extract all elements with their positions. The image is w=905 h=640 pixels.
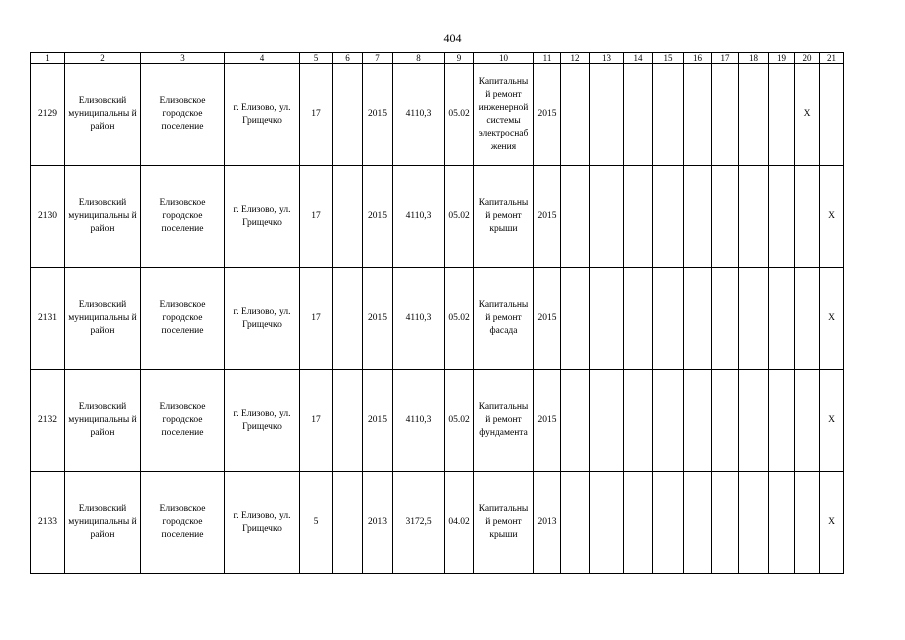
cell-col-12 [561, 268, 590, 370]
cell-municipal-district: Елизовский муниципальны й район [65, 472, 141, 574]
cell-col-16 [684, 166, 712, 268]
header-cell: 21 [820, 53, 844, 64]
header-cell: 19 [769, 53, 795, 64]
cell-area: 3172,5 [393, 472, 445, 574]
cell-row-number: 2129 [31, 64, 65, 166]
header-cell: 4 [225, 53, 300, 64]
cell-col-14 [624, 166, 653, 268]
cell-col-21-mark: X [820, 370, 844, 472]
cell-col-5: 17 [300, 268, 333, 370]
cell-area: 4110,3 [393, 268, 445, 370]
cell-col-21-mark: X [820, 268, 844, 370]
cell-col-19 [769, 370, 795, 472]
cell-address: г. Елизово, ул. Грищечко [225, 166, 300, 268]
cell-work-type: Капитальны й ремонт крыши [474, 166, 534, 268]
header-cell: 15 [653, 53, 684, 64]
cell-col-19 [769, 472, 795, 574]
cell-col-21-mark: X [820, 166, 844, 268]
cell-municipal-district: Елизовский муниципальны й район [65, 268, 141, 370]
cell-col-18 [739, 64, 769, 166]
cell-col-17 [712, 268, 739, 370]
cell-col-19 [769, 64, 795, 166]
cell-work-year: 2015 [534, 268, 561, 370]
cell-col-19 [769, 268, 795, 370]
cell-col-15 [653, 370, 684, 472]
cell-col-18 [739, 472, 769, 574]
cell-col-20-mark: X [795, 64, 820, 166]
cell-code: 05.02 [445, 166, 474, 268]
header-cell: 5 [300, 53, 333, 64]
header-cell: 7 [363, 53, 393, 64]
cell-col-6 [333, 64, 363, 166]
header-cell: 13 [590, 53, 624, 64]
cell-col-17 [712, 472, 739, 574]
cell-address: г. Елизово, ул. Грищечко [225, 472, 300, 574]
cell-address: г. Елизово, ул. Грищечко [225, 268, 300, 370]
cell-col-6 [333, 472, 363, 574]
cell-area: 4110,3 [393, 166, 445, 268]
cell-area: 4110,3 [393, 64, 445, 166]
header-row [31, 53, 844, 64]
cell-settlement: Елизовское городское поселение [141, 370, 225, 472]
page-number: 404 [443, 31, 462, 45]
cell-municipal-district: Елизовский муниципальны й район [65, 370, 141, 472]
cell-row-number: 2130 [31, 166, 65, 268]
cell-col-15 [653, 166, 684, 268]
header-cell: 16 [684, 53, 712, 64]
header-cell: 10 [474, 53, 534, 64]
cell-col-16 [684, 268, 712, 370]
cell-col-19 [769, 166, 795, 268]
header-cell: 12 [561, 53, 590, 64]
cell-col-5: 17 [300, 166, 333, 268]
cell-work-type: Капитальны й ремонт фасада [474, 268, 534, 370]
cell-settlement: Елизовское городское поселение [141, 166, 225, 268]
header-cell: 8 [393, 53, 445, 64]
cell-col-13 [590, 370, 624, 472]
cell-col-18 [739, 166, 769, 268]
cell-year: 2015 [363, 166, 393, 268]
cell-col-6 [333, 370, 363, 472]
cell-settlement: Елизовское городское поселение [141, 268, 225, 370]
cell-settlement: Елизовское городское поселение [141, 64, 225, 166]
cell-col-21-mark [820, 64, 844, 166]
header-cell: 3 [141, 53, 225, 64]
cell-col-5: 17 [300, 64, 333, 166]
cell-code: 05.02 [445, 64, 474, 166]
cell-work-year: 2015 [534, 166, 561, 268]
cell-col-12 [561, 64, 590, 166]
cell-municipal-district: Елизовский муниципальны й район [65, 64, 141, 166]
cell-work-year: 2013 [534, 472, 561, 574]
cell-work-year: 2015 [534, 370, 561, 472]
header-cell: 6 [333, 53, 363, 64]
cell-col-15 [653, 64, 684, 166]
cell-col-14 [624, 64, 653, 166]
cell-col-6 [333, 166, 363, 268]
cell-col-13 [590, 472, 624, 574]
cell-code: 04.02 [445, 472, 474, 574]
table-row [31, 64, 844, 166]
cell-area: 4110,3 [393, 370, 445, 472]
cell-code: 05.02 [445, 268, 474, 370]
cell-row-number: 2133 [31, 472, 65, 574]
cell-col-18 [739, 268, 769, 370]
cell-col-12 [561, 166, 590, 268]
cell-work-type: Капитальны й ремонт крыши [474, 472, 534, 574]
cell-address: г. Елизово, ул. Грищечко [225, 64, 300, 166]
cell-col-13 [590, 64, 624, 166]
cell-row-number: 2132 [31, 370, 65, 472]
header-cell: 17 [712, 53, 739, 64]
cell-col-16 [684, 370, 712, 472]
cell-col-16 [684, 472, 712, 574]
cell-year: 2015 [363, 268, 393, 370]
cell-col-20-mark [795, 472, 820, 574]
cell-address: г. Елизово, ул. Грищечко [225, 370, 300, 472]
cell-col-14 [624, 472, 653, 574]
cell-col-13 [590, 166, 624, 268]
header-cell: 11 [534, 53, 561, 64]
cell-col-15 [653, 472, 684, 574]
cell-col-20-mark [795, 370, 820, 472]
cell-work-type: Капитальны й ремонт фундамента [474, 370, 534, 472]
cell-col-20-mark [795, 166, 820, 268]
table-row [31, 472, 844, 574]
cell-col-14 [624, 268, 653, 370]
table-row [31, 166, 844, 268]
header-cell: 2 [65, 53, 141, 64]
data-table [30, 52, 844, 574]
cell-municipal-district: Елизовский муниципальны й район [65, 166, 141, 268]
header-cell: 18 [739, 53, 769, 64]
cell-col-21-mark: X [820, 472, 844, 574]
header-cell: 20 [795, 53, 820, 64]
header-cell: 1 [31, 53, 65, 64]
cell-col-12 [561, 472, 590, 574]
cell-col-5: 5 [300, 472, 333, 574]
cell-col-12 [561, 370, 590, 472]
cell-col-6 [333, 268, 363, 370]
cell-col-13 [590, 268, 624, 370]
cell-col-5: 17 [300, 370, 333, 472]
cell-col-18 [739, 370, 769, 472]
table-row [31, 370, 844, 472]
cell-col-17 [712, 370, 739, 472]
cell-col-17 [712, 64, 739, 166]
cell-year: 2015 [363, 64, 393, 166]
cell-col-20-mark [795, 268, 820, 370]
cell-code: 05.02 [445, 370, 474, 472]
header-cell: 14 [624, 53, 653, 64]
cell-row-number: 2131 [31, 268, 65, 370]
cell-col-15 [653, 268, 684, 370]
cell-year: 2015 [363, 370, 393, 472]
cell-col-17 [712, 166, 739, 268]
cell-col-16 [684, 64, 712, 166]
cell-year: 2013 [363, 472, 393, 574]
cell-work-type: Капитальны й ремонт инженерной системы электроснаб жения [474, 64, 534, 166]
cell-col-14 [624, 370, 653, 472]
header-cell: 9 [445, 53, 474, 64]
cell-work-year: 2015 [534, 64, 561, 166]
cell-settlement: Елизовское городское поселение [141, 472, 225, 574]
table-row [31, 268, 844, 370]
